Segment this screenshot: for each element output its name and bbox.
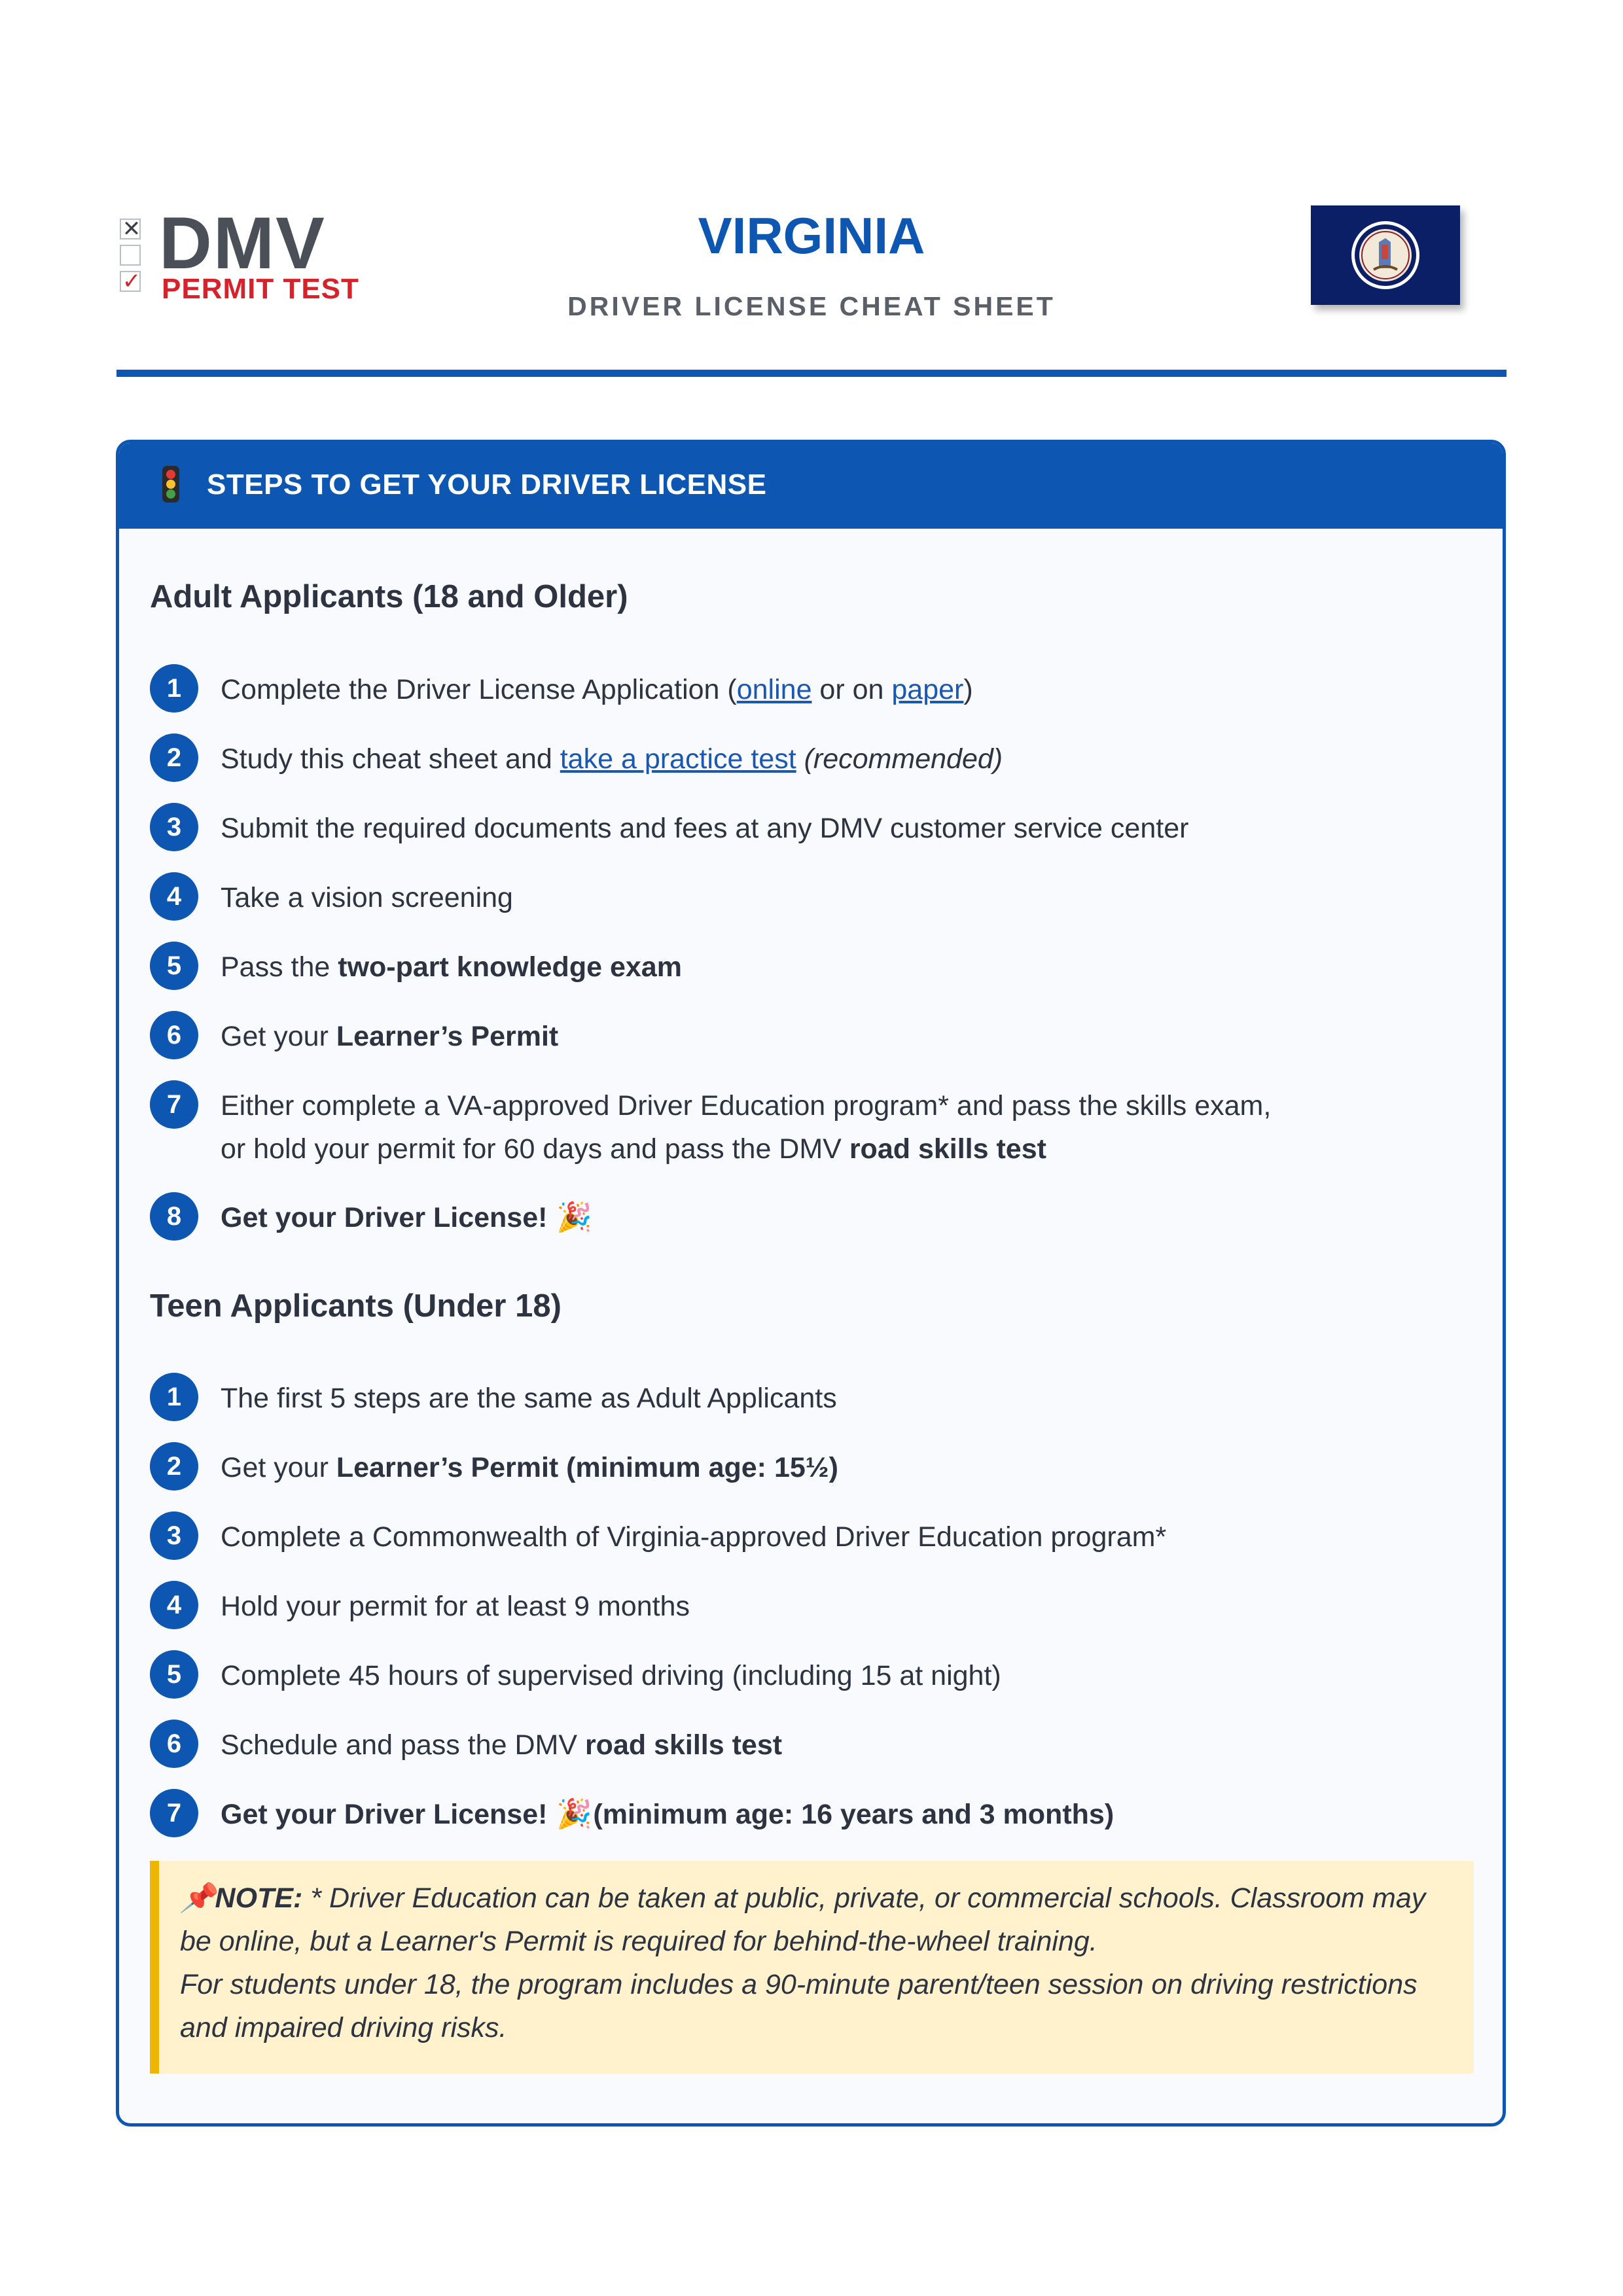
panel-title: STEPS TO GET YOUR DRIVER LICENSE [207, 468, 767, 501]
list-item [150, 1511, 1459, 1561]
step-text: Study this cheat sheet and take a practice test (recommended) [221, 743, 1003, 775]
list-item [150, 942, 1459, 991]
step-text: Either complete a VA-approved Driver Education program* and pass the skills exam, or hold your permit for 60 days and pass the DMV road skills test [221, 1090, 1272, 1165]
step-text: Get your Driver License! 🎉(minimum age: 16 years and 3 months) [221, 1793, 1114, 1836]
list-item [150, 803, 1459, 853]
note-label: NOTE: [215, 1882, 303, 1914]
steps-panel [116, 440, 1506, 2127]
step-number-badge: 7 [150, 1080, 198, 1129]
step-number-badge: 3 [150, 803, 198, 851]
page-subtitle: DRIVER LICENSE CHEAT SHEET [567, 291, 1056, 321]
step-number-badge: 3 [150, 1511, 198, 1560]
step-number-badge: 4 [150, 872, 198, 921]
header-divider [116, 370, 1507, 377]
practice-test-link[interactable]: take a practice test [560, 743, 796, 775]
step-text: Get your Driver License! 🎉 [221, 1196, 593, 1239]
step-text: Get your Learner’s Permit (minimum age: 15½) [221, 1452, 838, 1483]
logo-permit-test-text: PERMIT TEST [162, 273, 359, 305]
step-number-badge: 2 [150, 733, 198, 782]
party-popper-icon: 🎉 [556, 1798, 592, 1830]
list-item [150, 1011, 1459, 1061]
step-number-badge: 5 [150, 1650, 198, 1699]
list-item [150, 1192, 1459, 1242]
state-title: VIRGINIA [698, 207, 925, 264]
list-item [150, 1789, 1459, 1839]
note-line-3: For students under 18, the program includes a 90-minute parent/teen session on driving restrictions [180, 1969, 1418, 2000]
list-item [150, 1373, 1459, 1422]
step-number-badge: 1 [150, 664, 198, 713]
list-item [150, 733, 1459, 783]
logo-checkbox-check: ✓ [120, 271, 141, 292]
step-text: Complete 45 hours of supervised driving (including 15 at night) [221, 1660, 1001, 1691]
step-number-badge: 6 [150, 1720, 198, 1768]
list-item [150, 1650, 1459, 1700]
list-item [150, 1720, 1459, 1769]
virginia-flag-icon [1311, 205, 1460, 305]
step-text: The first 5 steps are the same as Adult Applicants [221, 1383, 837, 1414]
step-number-badge: 1 [150, 1373, 198, 1421]
note-callout [150, 1861, 1474, 2074]
pushpin-icon: 📌 [180, 1882, 215, 1914]
step-text: Schedule and pass the DMV road skills test [221, 1729, 783, 1761]
list-item [150, 1581, 1459, 1631]
list-item [150, 664, 1459, 714]
step-number-badge: 2 [150, 1442, 198, 1491]
note-line-1: 📌NOTE: * Driver Education can be taken at public, private, or commercial schools. Classroom may [180, 1882, 1426, 1914]
step-text: Submit the required documents and fees at any DMV customer service center [221, 813, 1189, 844]
step-text: Take a vision screening [221, 882, 513, 913]
step-number-badge: 6 [150, 1011, 198, 1059]
paper-application-link[interactable]: paper [891, 674, 964, 705]
note-line-2: be online, but a Learner's Permit is required for behind-the-wheel training. [180, 1926, 1097, 1957]
step-text: Hold your permit for at least 9 months [221, 1591, 690, 1622]
step-number-badge: 7 [150, 1789, 198, 1837]
logo-checkbox-x: ✕ [120, 219, 141, 239]
step-number-badge: 8 [150, 1192, 198, 1241]
teen-section-heading: Teen Applicants (Under 18) [150, 1288, 562, 1324]
step-text: Complete the Driver License Application (online or on paper) [221, 674, 973, 705]
panel-header [119, 443, 1503, 529]
adult-section-heading: Adult Applicants (18 and Older) [150, 579, 628, 614]
online-application-link[interactable]: online [736, 674, 812, 705]
list-item [150, 872, 1459, 922]
note-line-4: and impaired driving risks. [180, 2012, 507, 2043]
step-number-badge: 4 [150, 1581, 198, 1629]
step-number-badge: 5 [150, 942, 198, 990]
party-popper-icon: 🎉 [556, 1201, 592, 1233]
step-text: Pass the two-part knowledge exam [221, 951, 682, 983]
step-text: Complete a Commonwealth of Virginia-approved Driver Education program* [221, 1521, 1167, 1553]
list-item [150, 1442, 1459, 1492]
logo-dmv-text: DMV [159, 202, 326, 284]
list-item [150, 1080, 1459, 1172]
step-text: Get your Learner’s Permit [221, 1021, 559, 1052]
traffic-light-icon [161, 465, 181, 507]
